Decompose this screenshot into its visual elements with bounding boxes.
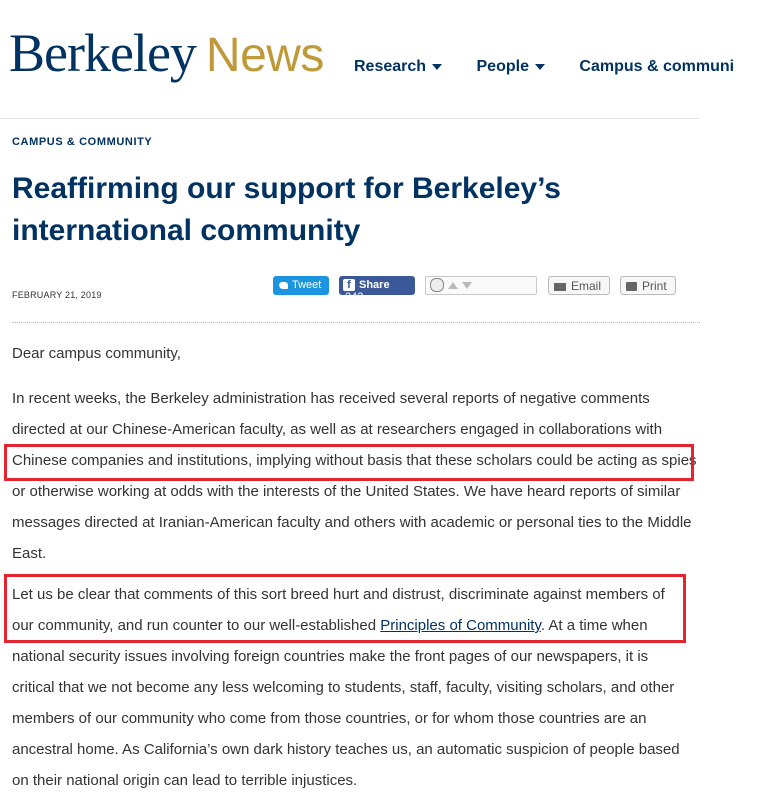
site-header	[0, 0, 735, 119]
berkeley-news-logo[interactable]	[9, 22, 324, 84]
article-body	[12, 338, 712, 796]
text-fragment: our community, and run counter to our well-established	[12, 617, 381, 634]
text-line: directed at our Chinese-American faculty, as well as at researchers engaged in collaborations with	[12, 421, 663, 438]
text-line: In recent weeks, the Berkeley administration has received several reports of negative comments	[12, 390, 650, 407]
nav-item-label: Research	[354, 58, 427, 75]
text-line: messages directed at Iranian-American faculty and others with academic or personal ties to the Middle	[12, 514, 692, 531]
facebook-icon: f	[343, 279, 355, 291]
reddit-alien-icon[interactable]	[430, 278, 444, 292]
article-title	[12, 168, 692, 252]
text-line: ancestral home. As California’s own dark history teaches us, an automatic suspicion of people based	[12, 741, 680, 758]
print-label: Print	[642, 279, 667, 293]
text-line: on their national origin can lead to terrible injustices.	[12, 772, 358, 789]
article-category-link[interactable]: CAMPUS & COMMUNITY	[12, 136, 153, 148]
reddit-vote-widget	[425, 276, 537, 295]
nav-item-label: People	[476, 58, 529, 75]
downvote-arrow-icon[interactable]	[462, 282, 472, 289]
text-line: members of our community who come from those countries, or for whom those countries are an	[12, 710, 647, 727]
greeting: Dear campus community,	[12, 345, 181, 362]
principles-of-community-link[interactable]: Principles of Community	[380, 617, 541, 634]
text-line: critical that we not become any less welcoming to students, staff, faculty, visiting scholars, and other	[12, 679, 675, 696]
main-nav	[354, 58, 764, 76]
text-line: national security issues involving foreign countries make the front pages of our newspapers, it is	[12, 648, 649, 665]
nav-item-people[interactable]	[477, 58, 545, 76]
email-label: Email	[571, 279, 602, 293]
email-button[interactable]	[548, 276, 610, 295]
logo-news-text: News	[205, 29, 324, 82]
print-button[interactable]	[620, 276, 676, 295]
nav-item-research[interactable]	[354, 58, 442, 76]
printer-icon	[626, 282, 637, 291]
text-fragment: . At a time when	[540, 617, 648, 634]
text-line: Let us be clear that comments of this sort breed hurt and distrust, discriminate against members of	[12, 586, 665, 603]
upvote-arrow-icon[interactable]	[448, 282, 458, 289]
facebook-share-count: 242	[345, 291, 364, 304]
nav-item-campus-community[interactable]	[579, 58, 734, 76]
envelope-icon	[554, 283, 566, 291]
facebook-share-button[interactable]	[339, 276, 415, 304]
article-title-line: international community	[12, 214, 361, 247]
text-line: Chinese companies and institutions, implying without basis that these scholars could be acting as spies	[12, 452, 697, 469]
highlight-box	[4, 574, 686, 643]
tweet-label: Tweet	[292, 279, 322, 291]
logo-berkeley-text: Berkeley	[9, 23, 196, 83]
article-title-line: Reaffirming our support for Berkeley’s	[12, 172, 561, 205]
text-line: or otherwise working at odds with the interests of the United States. We have heard reports of similar	[12, 483, 681, 500]
chevron-down-icon	[432, 64, 442, 70]
twitter-bird-icon	[279, 282, 288, 289]
nav-item-label: Campus & communi	[579, 58, 735, 75]
article-date: FEBRUARY 21, 2019	[12, 290, 102, 300]
text-line: East.	[12, 545, 47, 562]
tweet-button[interactable]	[273, 276, 329, 295]
share-divider	[12, 322, 700, 323]
chevron-down-icon	[535, 64, 545, 70]
highlight-box	[4, 444, 694, 481]
facebook-share-label: Share	[359, 279, 390, 291]
